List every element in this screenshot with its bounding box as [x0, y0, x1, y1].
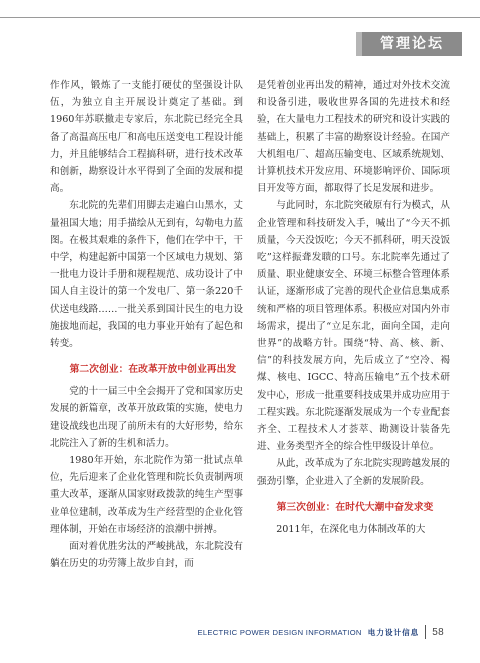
header-rule	[0, 17, 480, 18]
paragraph: 东北院的先辈们用脚去走遍白山黑水，丈量祖国大地；用手描绘从无到有，勾勒电力蓝图。在极其艰难的条件下，他们在学中干，干中学，构建起新中国第一个区域电力规划、第一批电力设计手册和规程规范、成功设计了中国人自主设计的第一个发电厂、第一条220千伏送电线路……一批关系到国计民生的电力设施拔地而起，我国的电力事业开始有了起色和转变。	[50, 200, 243, 350]
right-column	[257, 77, 450, 538]
paragraph: 与此同时，东北院突破原有行为模式，从企业管理和科技研发入手，喊出了“今天不抓质量，今天没饭吃；今天不抓科研，明天没饭吃”这样振聋发聩的口号。东北院率先通过了质量、职业健康安全、环境三标整合管理体系认证，逐渐形成了完善的现代企业信息集成系统和严格的项目管理体系。积极应对国内外市场需求，提出了“立足东北，面向全国，走向世界”的战略方针。围绕“特、高、核、新、信”的科技发展方向，先后成立了“空冷、褐煤、核电、IGCC、特高压输电”五个技术研发中心，形成一批重要科技成果并成功应用于工程实践。东北院逐渐发展成为一个专业配套齐全、工程技术人才荟萃、勘测设计装备先进、业务类型齐全的综合性甲级设计单位。	[257, 200, 450, 453]
page-footer	[198, 625, 444, 639]
paragraph: 党的十一届三中全会揭开了党和国家历史发展的新篇章，改革开放政策的实施，使电力建设战线也出现了前所未有的大好形势，给东北院注入了新的生机和活力。	[50, 386, 243, 449]
paragraph: 2011年，在深化电力体制改革的大	[276, 523, 426, 535]
paragraph: 是凭着创业再出发的精神，通过对外技术交流和设备引进，吸收世界各国的先进技术和经验，在大量电力工程技术的研究和设计实践的基础上，积累了丰富的勘察设计经验。在国产大机组电厂、超高压输变电、区域系统规划、计算机技术开发应用、环境影响评价、国际项目开发等方面，都取得了长足发展和进步。	[257, 80, 450, 195]
paragraph: 从此，改革成为了东北院实现跨越发展的强劲引擎，企业进入了全新的发展阶段。	[257, 458, 450, 487]
left-column	[50, 77, 243, 572]
paragraph: 面对着优胜劣汰的严峻挑战，东北院没有躺在历史的功劳簿上故步自封，而	[50, 541, 243, 570]
section-label: 管理论坛	[362, 32, 462, 56]
journal-english-title: ELECTRIC POWER DESIGN INFORMATION	[197, 627, 362, 637]
paragraph: 作作风，锻炼了一支能打硬仗的坚强设计队伍，为独立自主开展设计奠定了基础。到1960年苏联撤走专家后，东北院已经完全具备了高温高压电厂和高电压送变电工程设计能力，并且能够结合工程搞科研，进行技术改革和创新，勘察设计水平得到了全面的发展和提高。	[50, 80, 243, 195]
footer-divider	[425, 625, 426, 639]
journal-name: 电力设计信息	[367, 627, 420, 637]
section-heading: 第三次创业：在时代大潮中奋发求变	[276, 501, 434, 513]
page-number: 58	[432, 626, 444, 638]
paragraph: 1980年开始，东北院作为第一批试点单位，先后迎来了企业化管理和院长负责制两项重大改革，逐渐从国家财政拨款的纯生产型事业单位建制，改革成为生产经营型的企业化管理体制，开始在市场经济的浪潮中拼搏。	[50, 455, 243, 535]
section-heading: 第二次创业：在改革开放中创业再出发	[69, 364, 237, 376]
